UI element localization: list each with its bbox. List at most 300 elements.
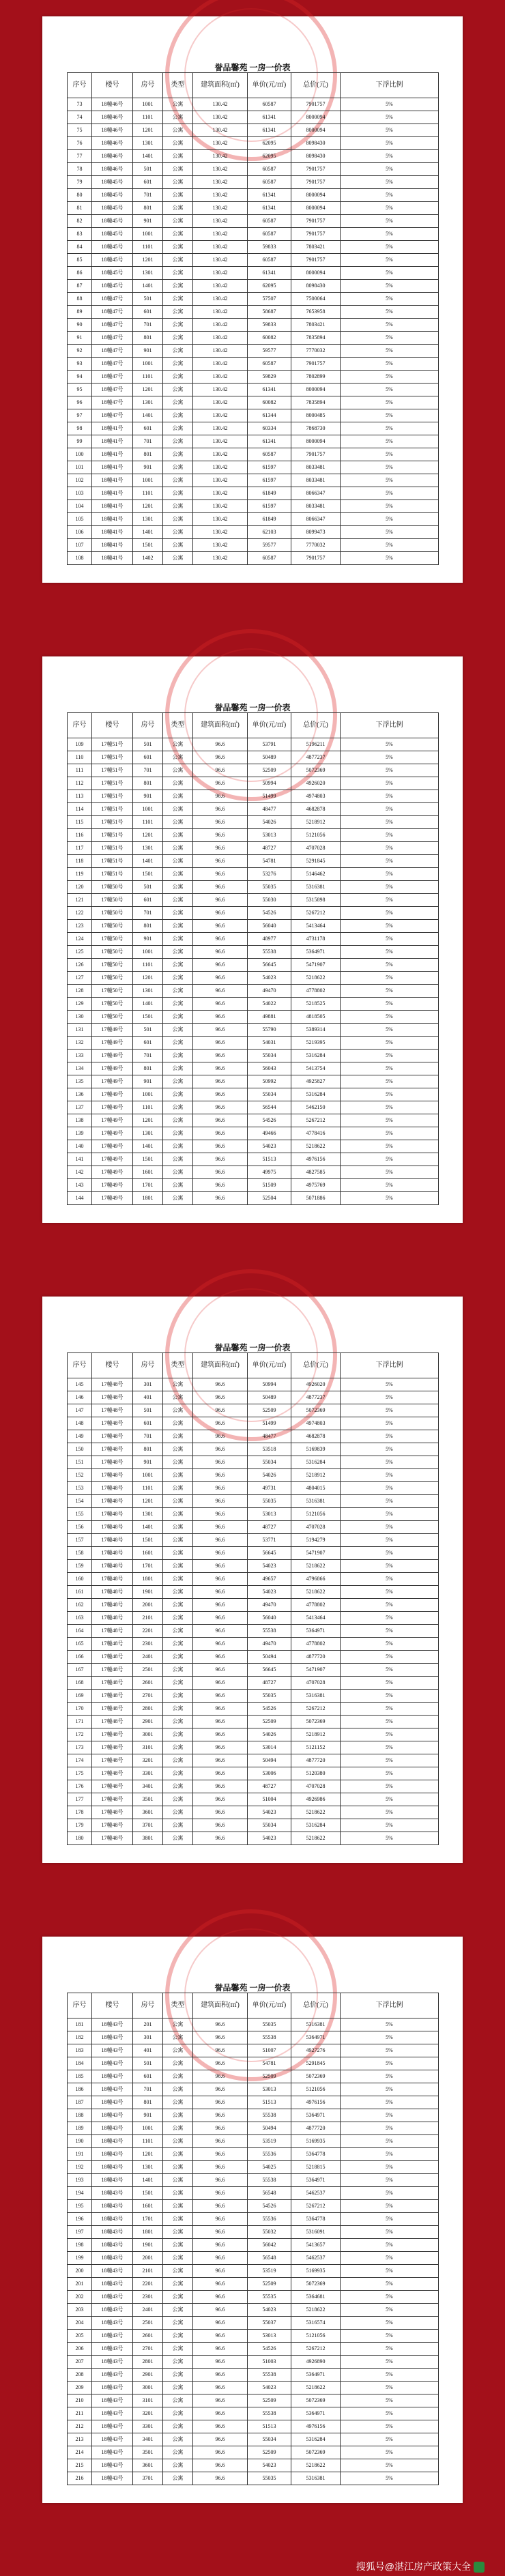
table-cell: 96.6: [193, 1754, 248, 1767]
table-cell: 146: [68, 1391, 92, 1404]
table-cell: 5316284: [291, 1819, 341, 1832]
table-cell: 17幢50号: [92, 920, 133, 933]
table-cell: 1701: [133, 1179, 163, 1192]
table-row: [68, 293, 439, 306]
table-cell: 17幢48号: [92, 1521, 133, 1534]
table-cell: 公寓: [163, 972, 193, 985]
table-row: [68, 790, 439, 803]
table-cell: 2001: [133, 1599, 163, 1612]
table-cell: 166: [68, 1651, 92, 1664]
table-cell: 5%: [341, 215, 439, 228]
table-cell: 901: [133, 790, 163, 803]
table-row: [68, 1612, 439, 1625]
table-cell: 48727: [248, 842, 291, 855]
table-row: [68, 552, 439, 565]
table-cell: 1501: [133, 539, 163, 552]
table-cell: 公寓: [163, 2369, 193, 2382]
table-cell: 公寓: [163, 1612, 193, 1625]
table-cell: 7835894: [291, 396, 341, 409]
table-cell: 54023: [248, 2382, 291, 2394]
table-row: [68, 254, 439, 267]
table-row: [68, 1482, 439, 1495]
table-cell: 5462537: [291, 2252, 341, 2265]
table-cell: 公寓: [163, 2226, 193, 2239]
column-header: 楼号: [92, 73, 133, 98]
table-cell: 5%: [341, 1780, 439, 1793]
table-row: [68, 487, 439, 500]
table-cell: 701: [133, 435, 163, 448]
table-cell: 5316284: [291, 2433, 341, 2446]
table-cell: 8066347: [291, 513, 341, 526]
table-cell: 62095: [248, 280, 291, 293]
table-cell: 5%: [341, 777, 439, 790]
table-cell: 801: [133, 1062, 163, 1075]
table-cell: 5%: [341, 2213, 439, 2226]
table-cell: 18幢46号: [92, 124, 133, 137]
table-cell: 17幢48号: [92, 1625, 133, 1638]
table-cell: 1001: [133, 228, 163, 241]
table-cell: 18幢43号: [92, 2135, 133, 2148]
table-cell: 2801: [133, 2356, 163, 2369]
table-cell: 96.6: [193, 1521, 248, 1534]
table-cell: 102: [68, 474, 92, 487]
table-cell: 52509: [248, 2070, 291, 2083]
table-cell: 18幢45号: [92, 228, 133, 241]
table-cell: 5072369: [291, 1716, 341, 1728]
table-cell: 161: [68, 1586, 92, 1599]
table-cell: 18幢41号: [92, 422, 133, 435]
column-header: 序号: [68, 1993, 92, 2018]
table-cell: 107: [68, 539, 92, 552]
table-cell: 5471907: [291, 1664, 341, 1677]
table-cell: 公寓: [163, 829, 193, 842]
column-header: 类型: [163, 713, 193, 738]
table-cell: 50994: [248, 1378, 291, 1391]
table-cell: 5121056: [291, 2083, 341, 2096]
table-cell: 78: [68, 163, 92, 176]
table-cell: 55034: [248, 1456, 291, 1469]
table-cell: 501: [133, 163, 163, 176]
table-cell: 96.6: [193, 2369, 248, 2382]
table-cell: 5%: [341, 1741, 439, 1754]
table-cell: 130.42: [193, 137, 248, 150]
table-cell: 74: [68, 111, 92, 124]
table-cell: 18幢41号: [92, 539, 133, 552]
table-cell: 3801: [133, 1832, 163, 1845]
table-cell: 5%: [341, 1469, 439, 1482]
table-cell: 1201: [133, 500, 163, 513]
table-cell: 51513: [248, 1153, 291, 1166]
table-row: [68, 332, 439, 345]
table-cell: 801: [133, 448, 163, 461]
table-cell: 公寓: [163, 396, 193, 409]
table-cell: 61849: [248, 513, 291, 526]
table-cell: 5%: [341, 985, 439, 998]
table-cell: 5%: [341, 1521, 439, 1534]
table-cell: 7770032: [291, 345, 341, 358]
table-cell: 1601: [133, 1166, 163, 1179]
table-row: [68, 1638, 439, 1651]
column-header: 下浮比例: [341, 713, 439, 738]
table-row: [68, 1780, 439, 1793]
table-cell: 96.6: [193, 1456, 248, 1469]
table-cell: 130.42: [193, 487, 248, 500]
table-cell: 56548: [248, 2187, 291, 2200]
table-cell: 501: [133, 2057, 163, 2070]
table-cell: 18幢43号: [92, 2420, 133, 2433]
table-cell: 公寓: [163, 2472, 193, 2485]
table-cell: 1301: [133, 267, 163, 280]
table-cell: 701: [133, 907, 163, 920]
table-cell: 116: [68, 829, 92, 842]
table-cell: 5%: [341, 474, 439, 487]
table-cell: 5%: [341, 868, 439, 881]
table-cell: 5%: [341, 2252, 439, 2265]
table-cell: 1801: [133, 1573, 163, 1586]
table-row: [68, 1179, 439, 1192]
table-cell: 8099473: [291, 526, 341, 539]
table-cell: 5218622: [291, 972, 341, 985]
table-cell: 95: [68, 383, 92, 396]
table-cell: 5%: [341, 1793, 439, 1806]
table-cell: 公寓: [163, 280, 193, 293]
table-cell: 53276: [248, 868, 291, 881]
table-cell: 5%: [341, 1024, 439, 1037]
table-cell: 5%: [341, 280, 439, 293]
table-cell: 210: [68, 2394, 92, 2407]
table-cell: 5121056: [291, 1508, 341, 1521]
table-cell: 7868730: [291, 422, 341, 435]
table-cell: 96.6: [193, 1767, 248, 1780]
table-cell: 5%: [341, 267, 439, 280]
table-cell: 4877237: [291, 751, 341, 764]
table-cell: 130.42: [193, 345, 248, 358]
table-cell: 49731: [248, 1482, 291, 1495]
table-cell: 18幢43号: [92, 2031, 133, 2044]
table-cell: 62095: [248, 137, 291, 150]
table-row: [68, 215, 439, 228]
price-table: [67, 72, 439, 565]
table-cell: 公寓: [163, 1391, 193, 1404]
page-title: 誉品馨苑 一房一价表: [214, 63, 291, 72]
price-list-page: [42, 1297, 463, 1863]
table-cell: 5%: [341, 526, 439, 539]
table-cell: 5%: [341, 1417, 439, 1430]
table-cell: 5%: [341, 881, 439, 894]
table-cell: 130.42: [193, 448, 248, 461]
table-cell: 96.6: [193, 1690, 248, 1703]
table-cell: 501: [133, 881, 163, 894]
table-cell: 4974803: [291, 1417, 341, 1430]
table-cell: 901: [133, 2109, 163, 2122]
table-row: [68, 816, 439, 829]
table-cell: 5316284: [291, 1088, 341, 1101]
table-header-row: [68, 73, 439, 98]
table-cell: 18幢47号: [92, 345, 133, 358]
table-row: [68, 422, 439, 435]
table-row: [68, 1166, 439, 1179]
table-cell: 5%: [341, 448, 439, 461]
table-cell: 17幢51号: [92, 803, 133, 816]
table-cell: 96.6: [193, 998, 248, 1011]
table-cell: 17幢50号: [92, 881, 133, 894]
table-row: [68, 985, 439, 998]
table-row: [68, 1075, 439, 1088]
table-cell: 172: [68, 1728, 92, 1741]
table-row: [68, 2226, 439, 2239]
table-cell: 100: [68, 448, 92, 461]
table-cell: 公寓: [163, 855, 193, 868]
table-cell: 96.6: [193, 959, 248, 972]
table-cell: 96.6: [193, 790, 248, 803]
table-cell: 5%: [341, 1677, 439, 1690]
table-row: [68, 280, 439, 293]
table-cell: 96.6: [193, 1378, 248, 1391]
table-cell: 17幢48号: [92, 1703, 133, 1716]
column-header: 建筑面积(㎡): [193, 1993, 248, 2018]
table-cell: 901: [133, 933, 163, 946]
table-cell: 4975769: [291, 1179, 341, 1192]
table-cell: 17幢50号: [92, 959, 133, 972]
table-cell: 130: [68, 1011, 92, 1024]
table-cell: 130.42: [193, 474, 248, 487]
table-cell: 公寓: [163, 98, 193, 111]
table-cell: 公寓: [163, 1819, 193, 1832]
table-cell: 5%: [341, 98, 439, 111]
table-row: [68, 764, 439, 777]
table-row: [68, 1495, 439, 1508]
table-cell: 17幢48号: [92, 1677, 133, 1690]
table-cell: 5%: [341, 409, 439, 422]
table-row: [68, 1728, 439, 1741]
table-cell: 公寓: [163, 1443, 193, 1456]
table-row: [68, 1101, 439, 1114]
page-title: 誉品馨苑 一房一价表: [214, 1983, 291, 1993]
table-cell: 96.6: [193, 1547, 248, 1560]
table-cell: 75: [68, 124, 92, 137]
table-row: [68, 738, 439, 751]
table-cell: 96.6: [193, 1443, 248, 1456]
table-cell: 17幢48号: [92, 1534, 133, 1547]
table-row: [68, 998, 439, 1011]
table-cell: 5%: [341, 1534, 439, 1547]
table-cell: 56548: [248, 2252, 291, 2265]
table-cell: 8000094: [291, 435, 341, 448]
table-cell: 5%: [341, 319, 439, 332]
table-cell: 18幢43号: [92, 2083, 133, 2096]
table-cell: 56645: [248, 1547, 291, 1560]
column-header: 类型: [163, 73, 193, 98]
table-cell: 5%: [341, 2382, 439, 2394]
table-cell: 18幢47号: [92, 332, 133, 345]
table-cell: 5%: [341, 1011, 439, 1024]
table-cell: 5%: [341, 539, 439, 552]
table-cell: 17幢50号: [92, 998, 133, 1011]
table-cell: 53014: [248, 1741, 291, 1754]
table-cell: 55538: [248, 946, 291, 959]
table-cell: 55538: [248, 2109, 291, 2122]
table-cell: 18幢43号: [92, 2265, 133, 2278]
table-cell: 901: [133, 1075, 163, 1088]
table-cell: 4707028: [291, 1677, 341, 1690]
table-cell: 54526: [248, 2343, 291, 2356]
table-cell: 155: [68, 1508, 92, 1521]
table-cell: 公寓: [163, 2018, 193, 2031]
table-cell: 96.6: [193, 1037, 248, 1050]
table-cell: 17幢48号: [92, 1495, 133, 1508]
table-cell: 49470: [248, 1599, 291, 1612]
table-row: [68, 2109, 439, 2122]
table-cell: 5413754: [291, 1062, 341, 1075]
table-cell: 公寓: [163, 2200, 193, 2213]
table-cell: 50489: [248, 751, 291, 764]
table-row: [68, 2407, 439, 2420]
table-row: [68, 241, 439, 254]
table-cell: 18幢43号: [92, 2161, 133, 2174]
table-cell: 17幢51号: [92, 738, 133, 751]
table-cell: 129: [68, 998, 92, 1011]
table-row: [68, 228, 439, 241]
table-cell: 公寓: [163, 1508, 193, 1521]
table-cell: 60587: [248, 448, 291, 461]
table-cell: 5%: [341, 2472, 439, 2485]
table-cell: 1901: [133, 1586, 163, 1599]
table-cell: 52504: [248, 1192, 291, 1205]
table-row: [68, 98, 439, 111]
table-cell: 130.42: [193, 293, 248, 306]
table-cell: 1401: [133, 2174, 163, 2187]
table-cell: 5%: [341, 2394, 439, 2407]
table-row: [68, 2031, 439, 2044]
table-cell: 5218622: [291, 2382, 341, 2394]
table-cell: 201: [68, 2278, 92, 2291]
table-cell: 5%: [341, 345, 439, 358]
table-cell: 17幢50号: [92, 972, 133, 985]
table-cell: 5%: [341, 150, 439, 163]
table-cell: 54023: [248, 2304, 291, 2317]
table-cell: 197: [68, 2226, 92, 2239]
table-cell: 51004: [248, 1793, 291, 1806]
table-cell: 901: [133, 215, 163, 228]
table-cell: 96.6: [193, 1024, 248, 1037]
table-cell: 96.6: [193, 1192, 248, 1205]
table-cell: 1501: [133, 2187, 163, 2200]
table-cell: 5169935: [291, 2135, 341, 2148]
table-cell: 53013: [248, 829, 291, 842]
table-cell: 5%: [341, 1192, 439, 1205]
table-cell: 50494: [248, 1651, 291, 1664]
table-cell: 55536: [248, 2213, 291, 2226]
table-cell: 公寓: [163, 1404, 193, 1417]
table-cell: 54023: [248, 1140, 291, 1153]
table-cell: 53006: [248, 1767, 291, 1780]
table-cell: 2201: [133, 2278, 163, 2291]
table-cell: 1101: [133, 959, 163, 972]
table-cell: 192: [68, 2161, 92, 2174]
table-cell: 公寓: [163, 2057, 193, 2070]
table-cell: 4778802: [291, 1638, 341, 1651]
table-cell: 5%: [341, 124, 439, 137]
table-cell: 17幢51号: [92, 842, 133, 855]
table-cell: 5%: [341, 1456, 439, 1469]
table-cell: 公寓: [163, 2317, 193, 2330]
table-cell: 17幢48号: [92, 1404, 133, 1417]
table-cell: 公寓: [163, 539, 193, 552]
table-cell: 96.6: [193, 1166, 248, 1179]
table-cell: 4877720: [291, 1754, 341, 1767]
table-cell: 公寓: [163, 1088, 193, 1101]
table-cell: 5%: [341, 1560, 439, 1573]
table-cell: 17幢49号: [92, 1101, 133, 1114]
table-cell: 165: [68, 1638, 92, 1651]
table-row: [68, 124, 439, 137]
table-cell: 96.6: [193, 1664, 248, 1677]
table-cell: 96.6: [193, 933, 248, 946]
table-cell: 53013: [248, 1508, 291, 1521]
table-cell: 96.6: [193, 920, 248, 933]
table-cell: 5%: [341, 513, 439, 526]
table-cell: 3301: [133, 1767, 163, 1780]
table-cell: 59829: [248, 371, 291, 383]
table-cell: 901: [133, 461, 163, 474]
table-cell: 7901757: [291, 254, 341, 267]
table-cell: 4926890: [291, 2356, 341, 2369]
table-cell: 公寓: [163, 1780, 193, 1793]
table-cell: 83: [68, 228, 92, 241]
table-cell: 56645: [248, 959, 291, 972]
table-cell: 96.6: [193, 1140, 248, 1153]
table-row: [68, 1793, 439, 1806]
table-cell: 93: [68, 358, 92, 371]
table-cell: 8000485: [291, 409, 341, 422]
table-cell: 196: [68, 2213, 92, 2226]
table-cell: 168: [68, 1677, 92, 1690]
table-cell: 18幢43号: [92, 2407, 133, 2420]
table-cell: 2601: [133, 2330, 163, 2343]
table-cell: 153: [68, 1482, 92, 1495]
table-cell: 117: [68, 842, 92, 855]
table-cell: 53518: [248, 1443, 291, 1456]
table-cell: 17幢48号: [92, 1586, 133, 1599]
table-cell: 60082: [248, 332, 291, 345]
table-cell: 96.6: [193, 1728, 248, 1741]
table-cell: 52509: [248, 1716, 291, 1728]
table-cell: 96.6: [193, 972, 248, 985]
table-cell: 130.42: [193, 306, 248, 319]
table-cell: 96.6: [193, 1430, 248, 1443]
table-cell: 5%: [341, 2174, 439, 2187]
column-header: 总价(元): [291, 713, 341, 738]
table-cell: 公寓: [163, 150, 193, 163]
table-row: [68, 1011, 439, 1024]
table-cell: 公寓: [163, 1664, 193, 1677]
table-cell: 51509: [248, 1179, 291, 1192]
table-cell: 18幢46号: [92, 98, 133, 111]
table-cell: 55034: [248, 1088, 291, 1101]
table-cell: 5%: [341, 1179, 439, 1192]
table-cell: 401: [133, 2044, 163, 2057]
table-cell: 89: [68, 306, 92, 319]
table-cell: 5%: [341, 803, 439, 816]
table-cell: 5%: [341, 1153, 439, 1166]
table-cell: 96.6: [193, 816, 248, 829]
table-cell: 公寓: [163, 371, 193, 383]
table-cell: 98: [68, 422, 92, 435]
table-cell: 8066347: [291, 487, 341, 500]
table-cell: 7901757: [291, 552, 341, 565]
table-row: [68, 358, 439, 371]
table-row: [68, 855, 439, 868]
